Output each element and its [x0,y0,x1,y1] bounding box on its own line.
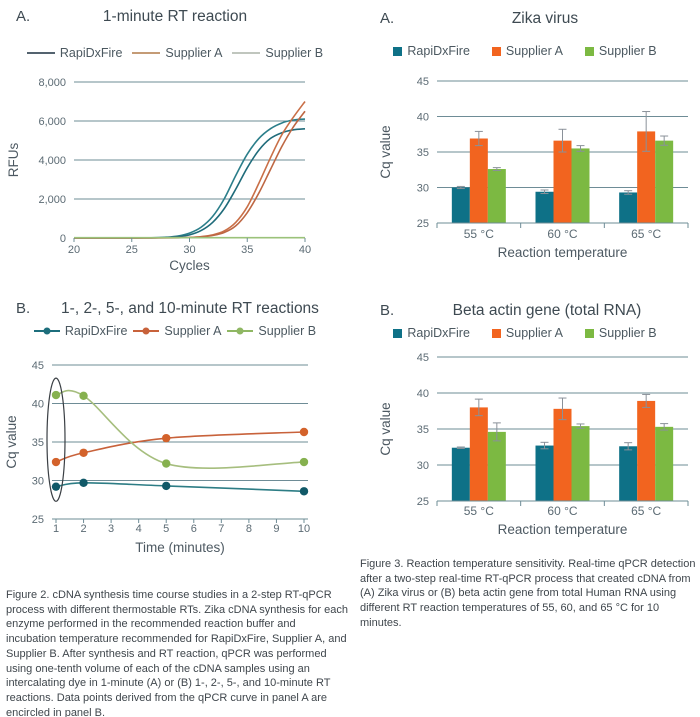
legend-swatch-icon [34,330,60,332]
svg-text:6: 6 [190,523,197,535]
legend-label: Supplier A [165,46,223,60]
line-chart-timecourse [0,355,350,585]
svg-text:45: 45 [31,360,44,372]
svg-text:25: 25 [416,218,429,230]
svg-text:4,000: 4,000 [38,155,66,167]
legend-label: Supplier B [265,46,324,60]
panel-letter: B. [16,300,31,317]
svg-text:Cq value: Cq value [378,402,393,456]
legend-item-supplier-b [227,324,316,338]
legend-label: Supplier A [505,44,563,58]
svg-text:35: 35 [416,147,429,159]
svg-text:45: 45 [416,76,429,88]
legend-swatch-icon [492,329,501,338]
legend-item-rapidxfire [393,326,470,340]
svg-text:40: 40 [416,111,429,124]
svg-text:60 °C: 60 °C [547,504,578,518]
legend-item-rapidxfire [393,44,470,58]
svg-text:RFUs: RFUs [6,142,21,178]
legend-label: Supplier B [258,324,317,338]
legend-label: RapiDxFire [64,324,128,338]
legend-label: RapiDxFire [407,326,470,340]
svg-text:Cycles: Cycles [169,258,210,273]
svg-text:Reaction temperature: Reaction temperature [497,245,628,260]
svg-text:Reaction temperature: Reaction temperature [497,522,628,537]
svg-text:30: 30 [183,244,196,256]
svg-text:55 °C: 55 °C [463,227,494,241]
svg-text:40: 40 [416,388,429,400]
svg-text:Cq value: Cq value [4,415,19,469]
svg-text:40: 40 [298,244,312,256]
svg-text:30: 30 [416,182,429,195]
legend [10,46,340,60]
legend [360,326,690,340]
legend-swatch-icon [492,47,501,56]
bar-chart-beta-actin [350,352,700,552]
svg-text:35: 35 [416,424,429,436]
legend-label: Supplier B [598,326,657,340]
legend-item-supplier-b [585,44,657,58]
svg-text:Time (minutes): Time (minutes) [135,540,225,555]
svg-text:2,000: 2,000 [38,194,66,206]
svg-text:0: 0 [59,233,66,245]
svg-text:45: 45 [416,352,429,364]
svg-text:5: 5 [163,523,170,535]
chart-title: Beta actin gene (total RNA) [452,302,642,319]
legend [10,324,340,338]
svg-text:30: 30 [416,460,429,472]
legend-marker-dot-icon [43,328,50,335]
legend-label: RapiDxFire [59,46,123,60]
legend-item-supplier-b [585,326,657,340]
legend-item-rapidxfire [34,324,128,338]
legend-swatch-icon [132,52,160,54]
legend-swatch-icon [585,329,594,338]
svg-text:8,000: 8,000 [38,77,66,89]
bar-chart-zika [350,62,700,290]
svg-text:25: 25 [31,514,44,526]
svg-text:35: 35 [31,437,44,449]
legend-item-supplier-a [132,46,222,60]
legend-swatch-icon [585,47,594,56]
legend-item-supplier-a [492,326,563,340]
svg-text:7: 7 [218,523,225,535]
svg-text:40: 40 [31,398,44,411]
legend-label: Supplier B [598,44,657,58]
svg-text:35: 35 [241,244,254,256]
legend-swatch-icon [393,329,402,338]
legend-label: Supplier A [505,326,563,340]
chart-title: 1-minute RT reaction [102,8,248,25]
legend-label: Supplier A [164,324,222,338]
panel-letter: A. [16,8,31,25]
legend-item-supplier-a [492,44,563,58]
svg-text:25: 25 [416,496,429,508]
svg-text:Cq value: Cq value [378,125,393,179]
line-chart-rt-1min [0,62,350,290]
legend-swatch-icon [393,47,402,56]
svg-text:25: 25 [125,244,138,256]
legend-swatch-icon [232,52,260,54]
svg-text:10: 10 [297,523,311,535]
panel-rt-1min [0,0,350,290]
figure3-caption: Figure 3. Reaction temperature sensitivity. Real-time qPCR detection after a two-step real-time RT-qPCR process that created cDNA from (A) Zika virus or (B) beta actin gene from total Human RNA using different RT reaction temperatures of 55, 60, and 65 °C for 10 minutes. [360,558,696,629]
svg-text:65 °C: 65 °C [631,504,662,518]
svg-text:55 °C: 55 °C [463,504,494,518]
chart-title: 1-, 2-, 5-, and 10-minute RT reactions [61,300,319,317]
legend-swatch-icon [133,330,159,332]
panel-letter: A. [380,10,395,27]
svg-text:4: 4 [135,523,142,535]
legend-marker-dot-icon [143,328,150,335]
legend-swatch-icon [227,330,253,332]
svg-text:30: 30 [31,475,44,488]
legend-item-supplier-b [232,46,323,60]
svg-text:20: 20 [67,244,81,256]
legend [360,44,690,58]
svg-text:6,000: 6,000 [38,116,66,128]
legend-item-supplier-a [133,324,221,338]
legend-label: RapiDxFire [407,44,470,58]
svg-text:9: 9 [273,523,280,535]
chart-title: Zika virus [511,10,579,27]
legend-swatch-icon [27,52,55,54]
svg-text:65 °C: 65 °C [631,227,662,241]
legend-marker-dot-icon [237,328,244,335]
panel-beta-actin [350,290,700,570]
svg-text:2: 2 [80,523,87,535]
svg-text:8: 8 [245,523,252,535]
svg-text:3: 3 [108,523,115,535]
panel-rt-timecourse [0,290,350,585]
legend-item-rapidxfire [27,46,123,60]
svg-text:60 °C: 60 °C [547,227,578,241]
panel-letter: B. [380,302,395,319]
figure2-caption: Figure 2. cDNA synthesis time course studies in a 2-step RT-qPCR process with different thermostable RTs. Zika cDNA synthesis for each enzyme performed in the recommended reaction buffer and incubation temperature recommended for RapiDxFire, Supplier A, and Supplier B. After synthesis and RT reaction, qPCR was performed using one-tenth volume of each of the cDNA samples using an intercalating dye in 1-minute (A) or (B) 1-, 2-, 5-, and 10-minute RT reactions. Data points derived from the qPCR curve in panel A are encircled in panel B. [6,589,348,717]
svg-text:1: 1 [52,523,60,535]
panel-zika-virus [350,0,700,290]
